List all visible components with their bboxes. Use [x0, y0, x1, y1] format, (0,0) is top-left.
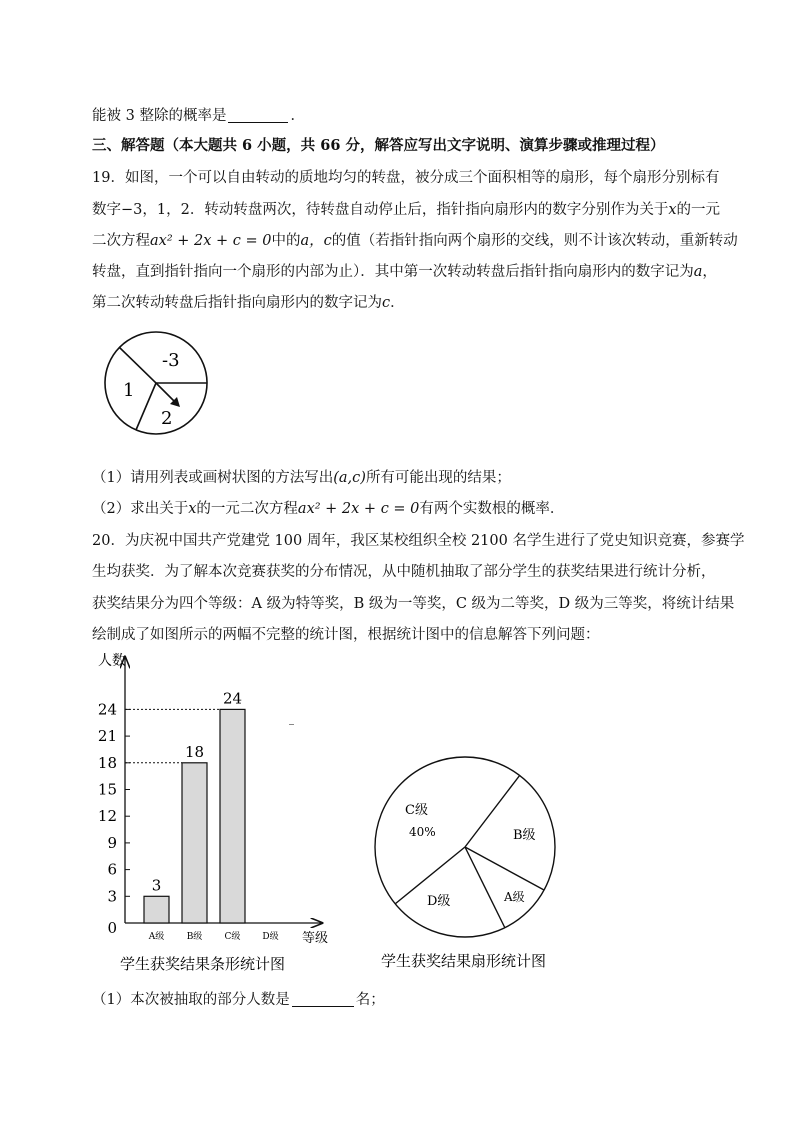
y-tick-label: 24 — [97, 700, 117, 719]
q19-line-2: 数字−3，1，2．转动转盘两次，待转盘自动停止后，指针指向扇形内的数字分别作为关于x的一元 — [92, 202, 721, 218]
q20-line-4: 绘制成了如图所示的两幅不完整的统计图，根据统计图中的信息解答下列问题： — [92, 627, 600, 643]
y-tick-label: 18 — [97, 753, 117, 772]
bar-chart-title: 学生获奖结果条形统计图 — [120, 955, 286, 973]
y-tick-label: 21 — [97, 727, 117, 746]
spinner-label-minus3: -3 — [162, 350, 180, 371]
q19-part1: （1）请用列表或画树状图的方法写出(a,c)所有可能出现的结果； — [92, 470, 511, 486]
x-tick-label: D级 — [262, 932, 279, 942]
bar — [220, 709, 245, 923]
q20-line-2: 生均获奖．为了解本次竞赛获奖的分布情况，从中随机抽取了部分学生的获奖结果进行统计分析， — [92, 564, 716, 580]
q20-line-3: 获奖结果分为四个等级：A 级为特等奖，B 级为一等奖，C 级为二等奖，D 级为三等奖，将统计结果 — [92, 596, 735, 612]
q20-part1: （1）本次被抽取的部分人数是 名； — [92, 992, 385, 1008]
y-tick-label: 15 — [97, 780, 117, 799]
bar — [144, 896, 169, 923]
q18-tail: 能被 3 整除的概率是 ． — [92, 108, 305, 124]
x-tick-label: C级 — [224, 932, 241, 942]
q19-line-3: 二次方程ax² + 2x + c = 0中的a，c的值（若指针指向两个扇形的交线，则不计该次转动，重新转动 — [92, 233, 738, 249]
spinner-figure — [100, 330, 215, 440]
q19-part2: （2）求出关于x的一元二次方程ax² + 2x + c = 0有两个实数根的概率． — [92, 501, 565, 517]
bar-value-label: 3 — [151, 876, 162, 895]
y-tick-label: 6 — [107, 860, 117, 879]
pie-label-c: C级 — [405, 803, 428, 818]
spinner-label-2: 2 — [161, 408, 173, 429]
pie-label-c-percent: 40% — [409, 825, 436, 839]
spinner-label-1: 1 — [123, 380, 135, 401]
x-axis-title: 等级 — [302, 931, 329, 946]
q19-line-4: 转盘，直到指针指向一个扇形的内部为止）．其中第一次转动转盘后指针指向扇形内的数字记为a， — [92, 264, 717, 280]
y-tick-label: 0 — [107, 919, 117, 937]
section-heading: 三、解答题（本大题共 6 小题，共 66 分，解答应写出文字说明、演算步骤或推理过程） — [92, 137, 665, 154]
pie-chart — [365, 755, 575, 975]
pie-label-a: A级 — [504, 890, 525, 904]
x-tick-label: A级 — [148, 932, 165, 942]
pie-label-b: B级 — [513, 828, 536, 843]
bar-value-label: 18 — [184, 742, 205, 761]
pie-label-d: D级 — [427, 894, 451, 909]
y-tick-label: 9 — [107, 833, 117, 852]
y-tick-label: 12 — [97, 807, 117, 826]
bar-chart — [90, 645, 350, 980]
q20-line-1: 20．为庆祝中国共产党建党 100 周年，我区某校组织全校 2100 名学生进行了党史知识竞赛，参赛学 — [92, 533, 745, 549]
y-axis-title: 人数 — [98, 653, 126, 669]
x-tick-label: B级 — [186, 932, 203, 942]
stray-mark — [289, 724, 294, 725]
q19-line-1: 19．如图，一个可以自由转动的质地均匀的转盘，被分成三个面积相等的扇形，每个扇形分别标有 — [92, 170, 720, 186]
q19-line-5: 第二次转动转盘后指针指向扇形内的数字记为c． — [92, 295, 405, 311]
pie-chart-title: 学生获奖结果扇形统计图 — [381, 952, 547, 970]
bar-value-label: 24 — [222, 689, 243, 708]
answer-blank[interactable] — [228, 108, 288, 123]
bar — [182, 763, 207, 923]
answer-blank-count[interactable] — [292, 992, 354, 1007]
y-tick-label: 3 — [107, 887, 117, 906]
